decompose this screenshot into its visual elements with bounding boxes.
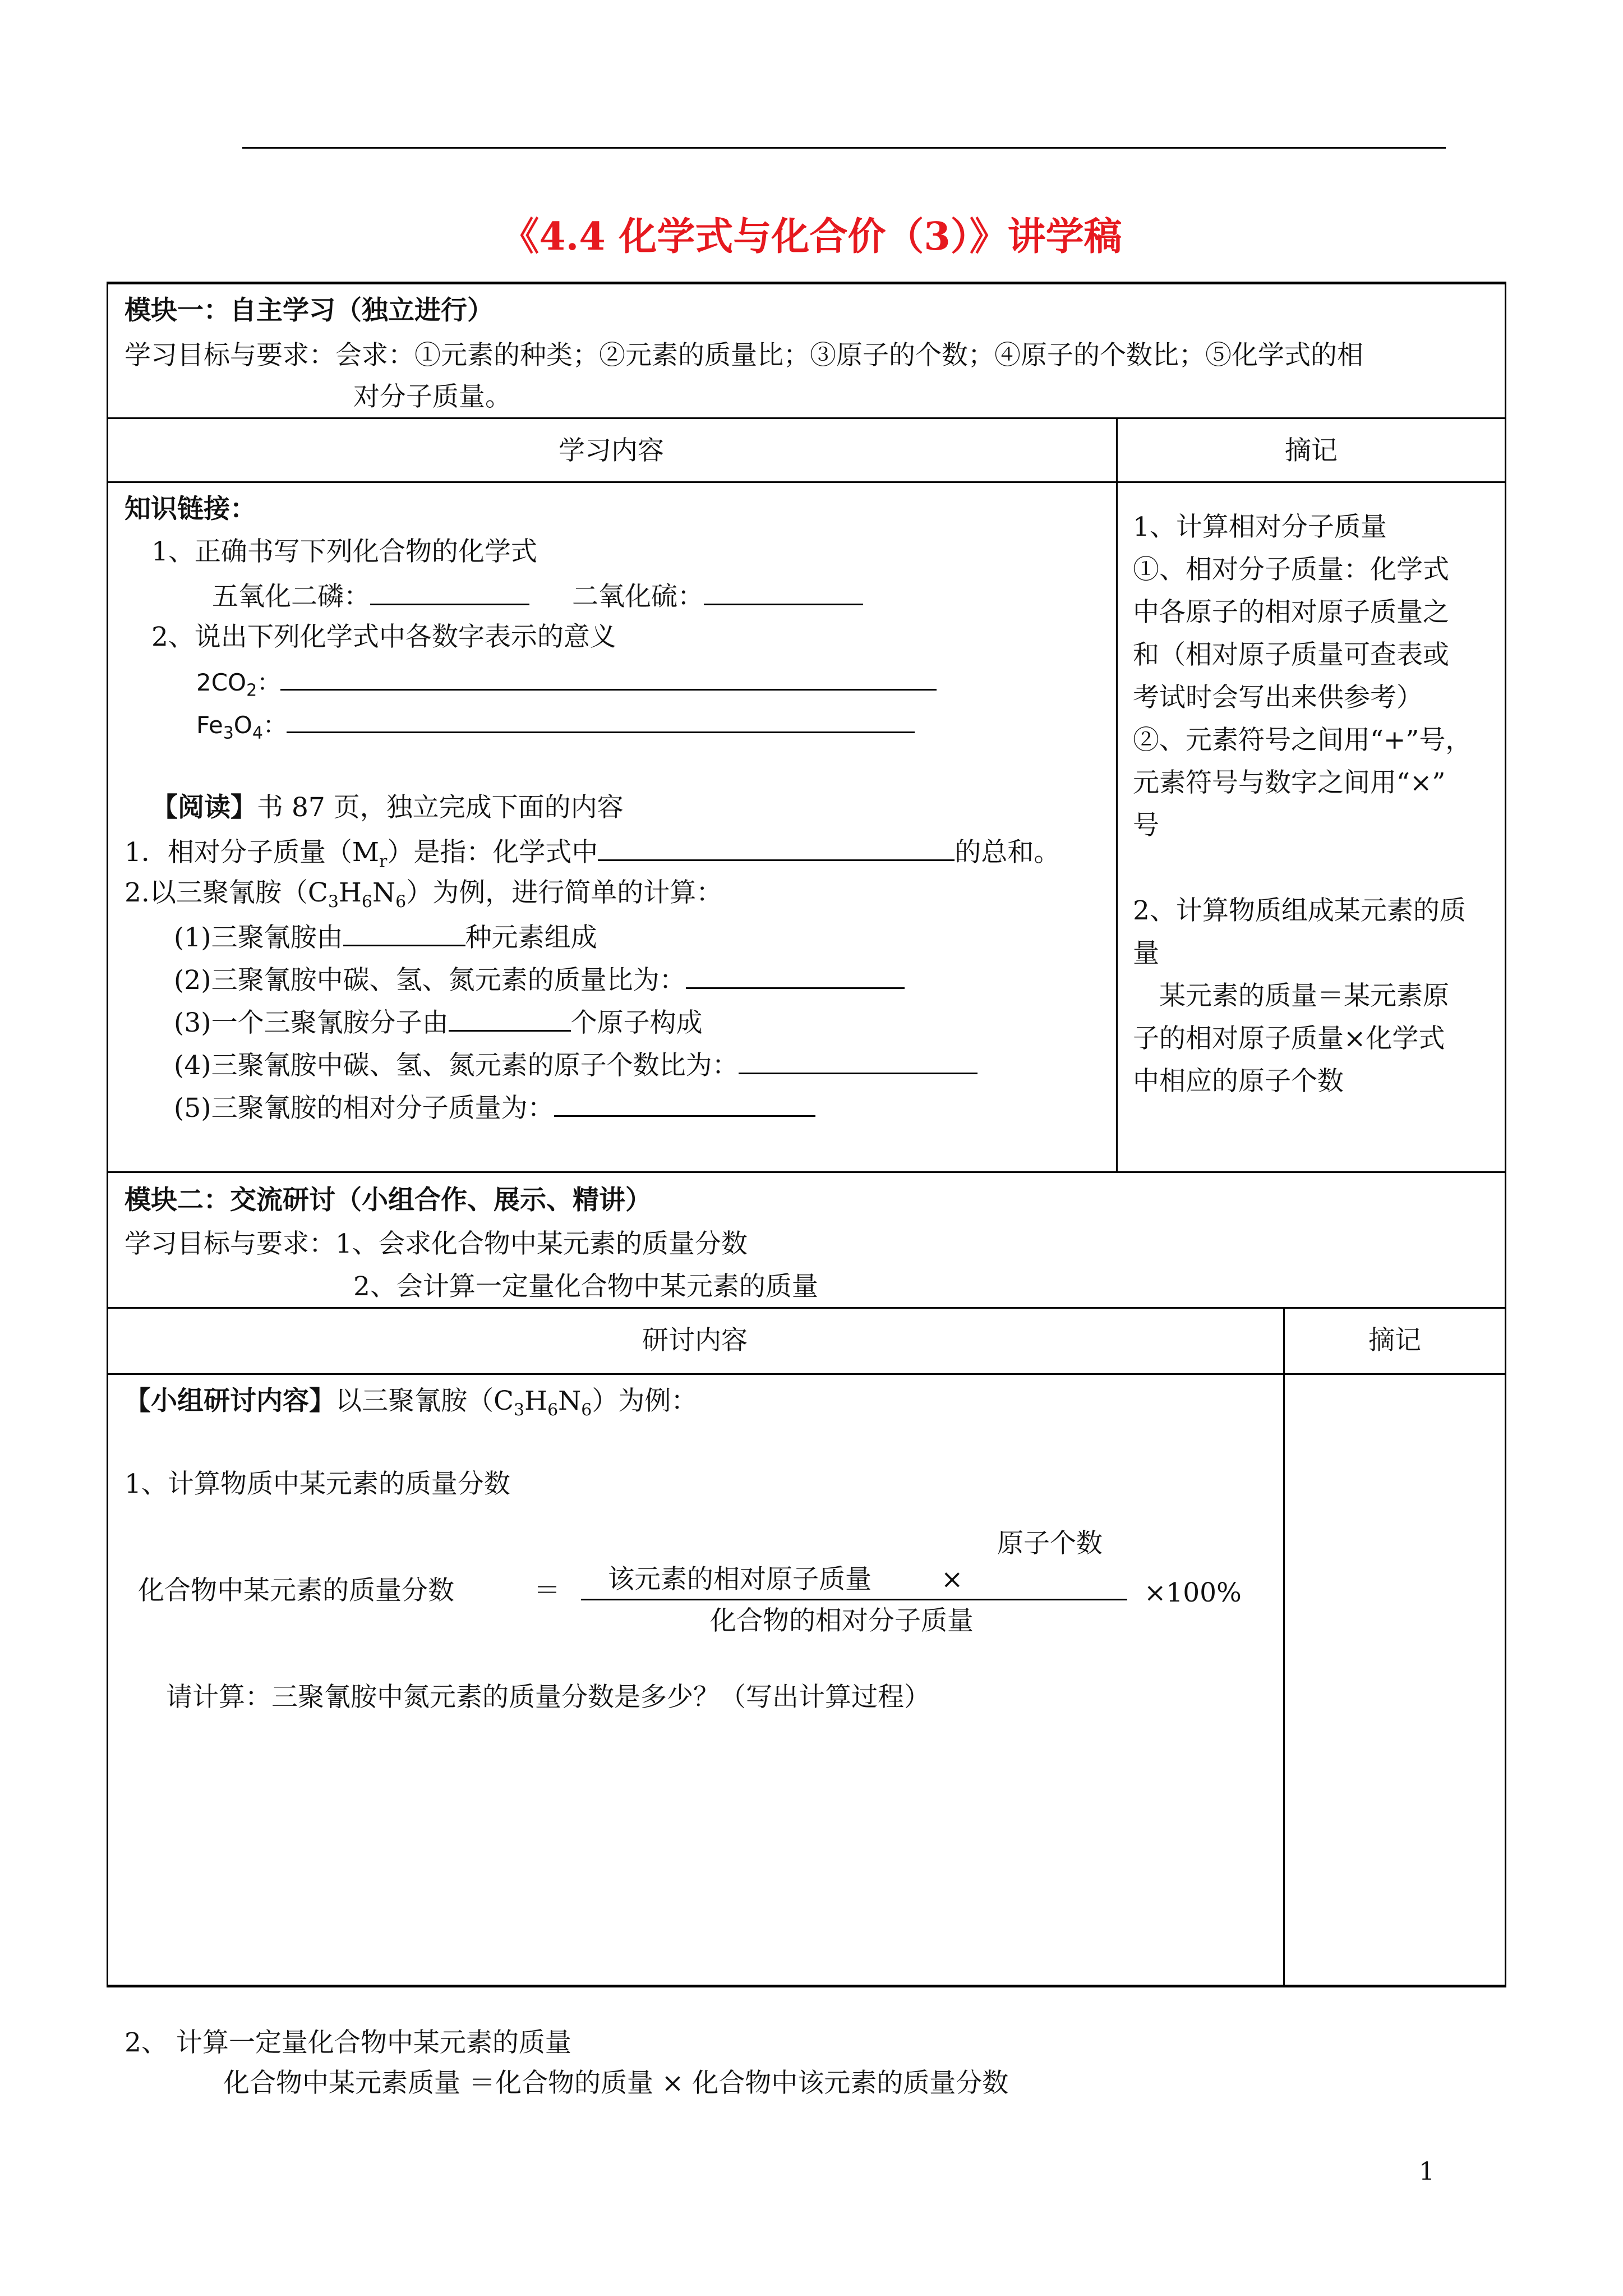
question-2b-row: $Fe_3O_4$： [196, 709, 915, 742]
question-1-row [212, 581, 863, 610]
module2-col-notes-header: 摘记 [1368, 1325, 1421, 1356]
table-line [107, 481, 1506, 483]
note-line: 2、计算物质组成某元素的质 [1133, 895, 1466, 926]
question-1: 1、正确书写下列化合物的化学式 [151, 536, 537, 567]
column-divider [1116, 417, 1118, 1172]
page-title: 《4.4 化学式与化合价（3）》讲学稿 [501, 214, 1122, 259]
group-discussion-label: 【小组研讨内容】 [125, 1386, 335, 1416]
reading-item-1: 1．相对分子质量$(M_r)$是指：化学式中 的总和。 [125, 837, 1061, 872]
calc-item-4: (4)三聚氰胺中碳、氢、氮元素的原子个数比为： [174, 1050, 978, 1079]
answer-blank[interactable] [554, 1093, 815, 1117]
header-rule [242, 147, 1446, 149]
reading-label: 【阅读】 [151, 792, 257, 823]
table-line [107, 1307, 1506, 1309]
column-divider [1283, 1307, 1285, 1986]
section-1-heading: 1、计算物质中某元素的质量分数 [125, 1469, 510, 1499]
answer-blank[interactable] [704, 581, 863, 605]
formula-times: × [941, 1564, 963, 1595]
table-line [107, 1373, 1506, 1375]
formula-lhs: 化合物中某元素的质量分数 [138, 1575, 454, 1606]
module1-heading: 模块一：自主学习（独立进行） [125, 295, 494, 326]
reading-item-2: 2.以三聚氰胺$(C_3H_6N_6)$为例，进行简单的计算： [125, 877, 723, 912]
reading-text: 书 87 页，独立完成下面的内容 [257, 792, 624, 823]
question-2: 2、说出下列化学式中各数字表示的意义 [151, 622, 616, 652]
note-line: 某元素的质量＝某元素原 [1133, 981, 1449, 1011]
module1-col-content-header: 学习内容 [559, 435, 664, 466]
note-line: 元素符号与数字之间用“×” [1133, 767, 1446, 798]
calc-prompt: 请计算：三聚氰胺中氮元素的质量分数是多少？（写出计算过程） [166, 1682, 930, 1713]
formula-atom-count: 原子个数 [997, 1528, 1103, 1559]
group-discussion-row: 【小组研讨内容】以三聚氰胺$(C_3H_6N_6)$为例： [125, 1386, 698, 1420]
note-line: 中相应的原子个数 [1133, 1066, 1344, 1097]
table-border-right [1505, 282, 1506, 1987]
reading-row [151, 794, 624, 821]
answer-blank[interactable] [280, 666, 937, 691]
answer-blank[interactable] [686, 965, 905, 989]
table-top-line [107, 282, 1506, 284]
formula-numerator: 该元素的相对原子质量 [608, 1564, 872, 1595]
note-line: ①、相对分子质量：化学式 [1133, 554, 1449, 585]
note-line: 量 [1133, 938, 1159, 969]
module1-goals: 学习目标与要求：会求：①元素的种类；②元素的质量比；③原子的个数；④原子的个数比；⑤化学式的相 [125, 340, 1363, 371]
knowledge-link-label: 知识链接： [125, 494, 256, 524]
formula-equals: ＝ [534, 1575, 560, 1606]
calc-item-5: (5)三聚氰胺的相对分子质量为： [174, 1093, 815, 1121]
answer-blank[interactable] [343, 922, 465, 946]
question-1b-label: 二氧化硫： [572, 581, 704, 612]
formula-percent: ×100% [1144, 1577, 1242, 1608]
module1-goals-cont: 对分子质量。 [353, 381, 511, 412]
module2-goals-cont: 2、会计算一定量化合物中某元素的质量 [353, 1271, 818, 1302]
note-line: 中各原子的相对原子质量之 [1133, 597, 1449, 628]
table-line [107, 1171, 1506, 1173]
module1-col-notes-header: 摘记 [1285, 435, 1338, 466]
calc-item-2: (2)三聚氰胺中碳、氢、氮元素的质量比为： [174, 965, 905, 993]
table-line [107, 417, 1506, 419]
table-border-left [107, 282, 108, 1987]
section-2-formula: 化合物中某元素质量 ＝化合物的质量 × 化合物中该元素的质量分数 [223, 2068, 1009, 2099]
formula-denominator: 化合物的相对分子质量 [710, 1605, 974, 1636]
answer-blank[interactable] [598, 837, 955, 861]
note-line: 号 [1133, 810, 1159, 841]
note-line: 和（相对原子质量可查表或 [1133, 639, 1449, 670]
module2-heading: 模块二：交流研讨（小组合作、展示、精讲） [125, 1185, 652, 1216]
note-line [1133, 855, 1497, 898]
page-number: 1 [1419, 2157, 1435, 2186]
calc-item-1: (1)三聚氰胺由 种元素组成 [174, 922, 597, 953]
module2-col-content-header: 研讨内容 [642, 1325, 748, 1356]
fraction-bar [581, 1599, 1127, 1600]
note-line: 1、计算相对分子质量 [1133, 512, 1387, 542]
question-2a-row: $2CO_2$： [196, 666, 937, 699]
question-1a-label: 五氧化二磷： [212, 581, 370, 612]
table-bottom-line [107, 1985, 1506, 1987]
calc-item-3: (3)一个三聚氰胺分子由 个原子构成 [174, 1007, 703, 1038]
section-2-heading: 2、 计算一定量化合物中某元素的质量 [125, 2027, 571, 2058]
answer-blank[interactable] [370, 581, 529, 605]
note-line: 考试时会写出来供参考） [1133, 682, 1423, 713]
answer-blank[interactable] [287, 709, 915, 733]
module1-notes [1133, 514, 1497, 1111]
note-line: 子的相对原子质量×化学式 [1133, 1023, 1445, 1054]
answer-blank[interactable] [449, 1007, 571, 1032]
note-line: ②、元素符号之间用“+”号， [1133, 725, 1472, 756]
module2-goals: 学习目标与要求：1、会求化合物中某元素的质量分数 [125, 1228, 748, 1259]
answer-blank[interactable] [739, 1050, 978, 1074]
